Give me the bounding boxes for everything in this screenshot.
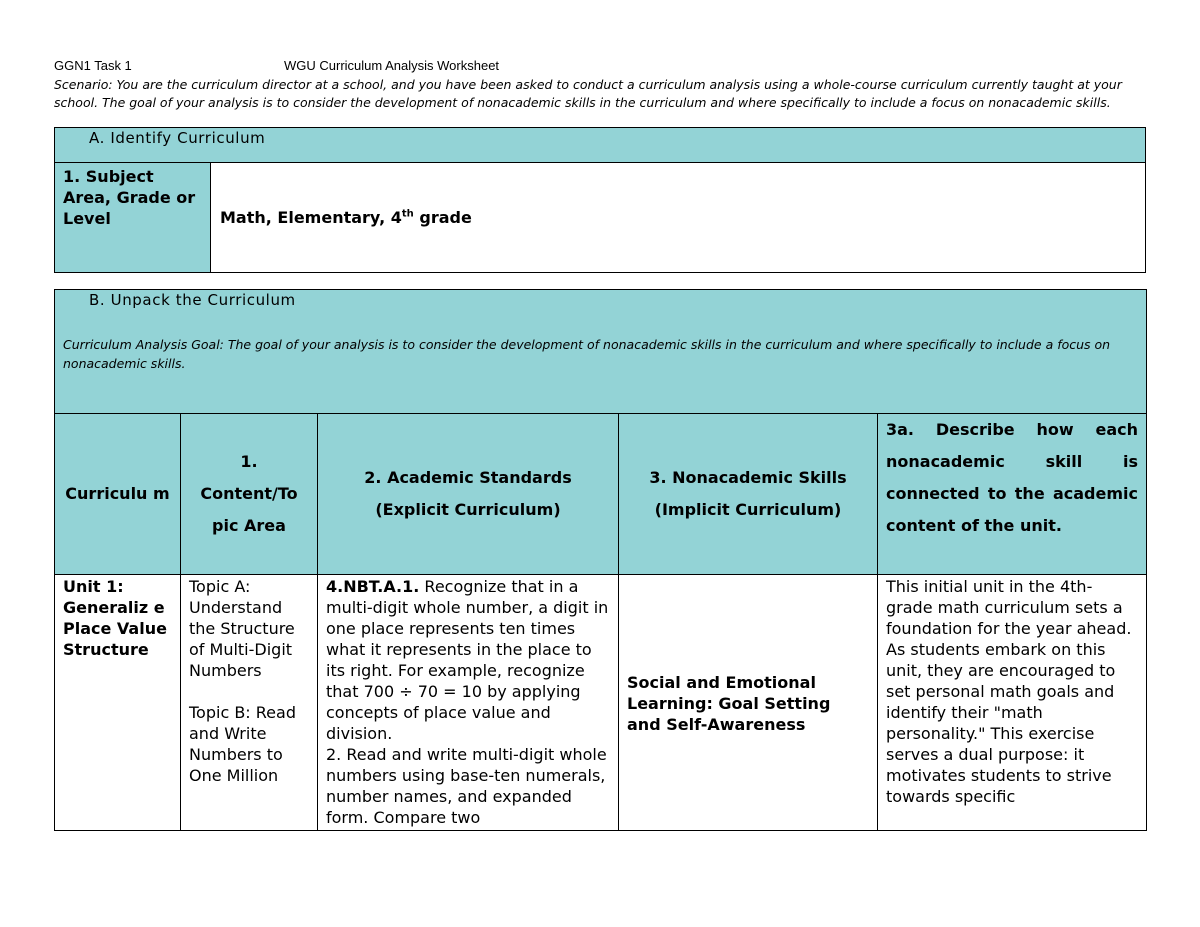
subject-area-text: Math, Elementary, 4 xyxy=(220,208,402,227)
col-header-nonacademic-skills: 3. Nonacademic Skills (Implicit Curriculum) xyxy=(619,414,878,575)
topic-b: Topic B: Read and Write Numbers to One Million xyxy=(189,703,296,785)
standard-code: 4.NBT.A.1. xyxy=(326,577,420,596)
col-header-curriculum: Curriculu m xyxy=(55,414,181,575)
section-b-header xyxy=(55,290,1147,414)
col-header-description: 3a. Describe how each nonacademic skill is connected to the academic content of the unit. xyxy=(878,414,1147,575)
worksheet-title: WGU Curriculum Analysis Worksheet xyxy=(284,58,500,73)
standard-text: Recognize that in a multi-digit whole number, a digit in one place represents ten times what it represents in the place to its right. For example, recognize that 700 ÷ 70 = 10 by applying concepts of place value and division. xyxy=(326,577,609,743)
scenario-text: Scenario: You are the curriculum director at a school, and you have been asked to conduct a curriculum analysis using a whole-course curriculum currently taught at your school. The goal of your analysis is to consider the development of nonacademic skills in the curriculum and where specifically to include a focus on nonacademic skills. xyxy=(54,77,1122,110)
topic-cell xyxy=(181,575,318,831)
topic-a: Topic A: Understand the Structure of Multi-Digit Numbers xyxy=(189,577,295,680)
task-label: GGN1 Task 1 xyxy=(54,58,132,73)
description-cell xyxy=(878,575,1147,831)
col-header-content-topic: 1. Content/To pic Area xyxy=(181,414,318,575)
subject-area-label: 1. Subject Area, Grade or Level xyxy=(55,163,211,273)
description-text: This initial unit in the 4th-grade math curriculum sets a foundation for the year ahead. As students embark on this unit, they are encouraged to set personal math goals and identify their "math personality." This exercise serves a dual purpose: it motivates students to strive towards specific xyxy=(886,577,1132,806)
subject-area-suffix: grade xyxy=(413,208,472,227)
unpack-curriculum-table xyxy=(54,289,1147,831)
analysis-goal-text: Curriculum Analysis Goal: The goal of your analysis is to consider the development of nonacademic skills in the curriculum and where specifically to include a focus on nonacademic skills. xyxy=(63,337,1111,371)
standards-cell xyxy=(318,575,619,831)
identify-curriculum-table xyxy=(54,127,1146,273)
section-a-title: A. Identify Curriculum xyxy=(55,128,1146,163)
subject-area-sup: th xyxy=(401,208,414,220)
table-row xyxy=(55,575,1147,831)
subject-area-value xyxy=(211,163,1146,273)
standard-text-2: 2. Read and write multi-digit whole numbers using base-ten numerals, number names, and expanded form. Compare two xyxy=(326,745,607,827)
unit-cell: Unit 1: Generaliz e Place Value Structure xyxy=(55,575,181,831)
skills-cell: Social and Emotional Learning: Goal Setting and Self-Awareness xyxy=(619,575,878,831)
col-header-academic-standards: 2. Academic Standards (Explicit Curriculum) xyxy=(318,414,619,575)
section-b-title: B. Unpack the Curriculum xyxy=(89,291,296,309)
